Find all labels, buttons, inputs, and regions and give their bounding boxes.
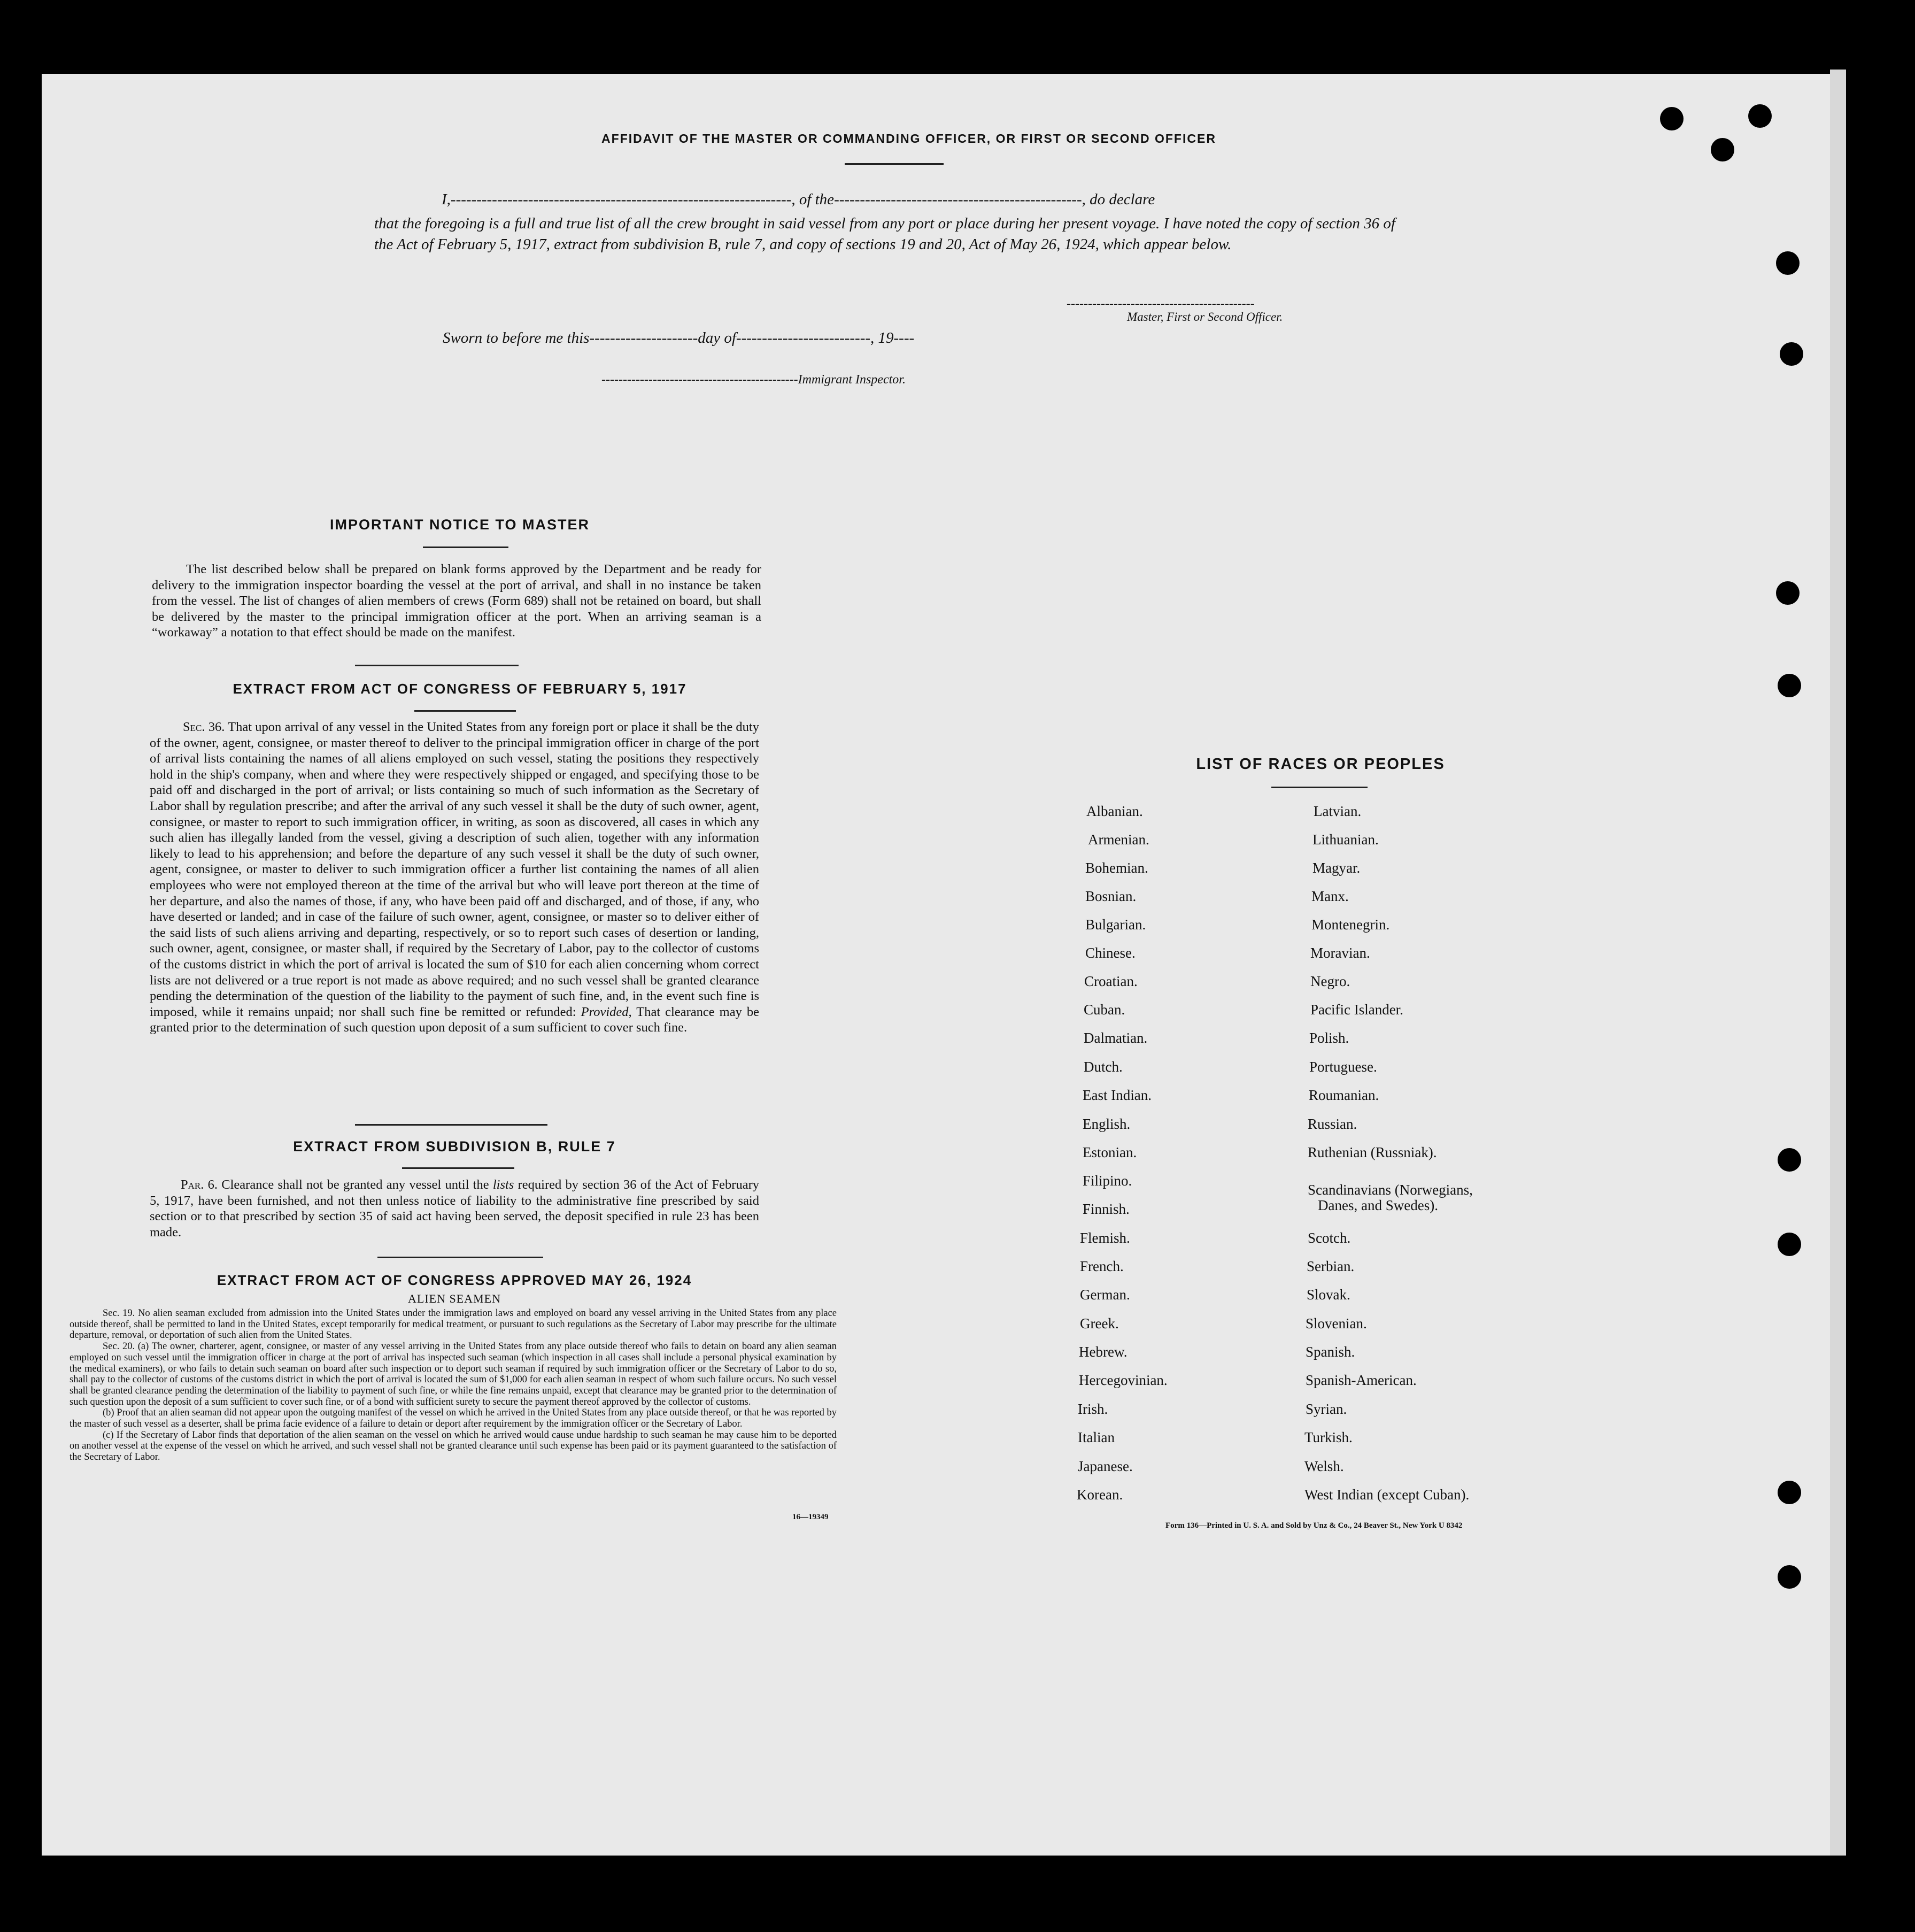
race-item: Korean. <box>1077 1487 1123 1503</box>
race-item: Japanese. <box>1078 1458 1133 1474</box>
section-36-text: That upon arrival of any vessel in the United States from any foreign port or place it shall be the duty of the owner, agent, consignee, or master thereof to deliver to the principal immigration officer in charge of the port of arrival lists containing the names of all aliens employed on such vessel, stating the positions they respectively hold in the ship's company, when and where they were respectively shipped or engaged, and specifying those to be paid off and discharged in the port of arrival; or lists containing so much of such information as the Secretary of Labor shall by regulation prescribe; and after the arrival of any such vessel it shall be the duty of such owner, agent, consignee, or master to report to such immigration officer, in writing, as soon as discovered, all cases in which any such alien has illegally landed from the vessel, giving a description of such alien, together with any information likely to lead to his apprehension; and before the departure of any such vessel it shall be the duty of such owner, agent, consignee, or master to deliver to such immigration officer a further list containing the names of all alien employees who were not employed thereon at the time of the arrival but who will leave port thereon at the time of her departure, and also the names of those, if any, who have been paid off and discharged, and of those, if any, who have deserted or landed; and in case of the failure of such owner, agent, consignee, or master so to deliver either of the said lists of such aliens arriving and departing, respectively, or so to report such cases of desertion or landing, such owner, agent, consignee, or master shall, if required by the Secretary of Labor, pay to the collector of customs of the customs district in which the port of arrival is located the sum of $10 for each alien concerning whom correct lists are not delivered or a true report is not made as above required; and no such vessel shall be granted clearance pending the determination of the question of the liability to the payment of such fine, and, in the event such fine is imposed, while it remains unpaid; nor shall such fine be remitted or refunded: <box>150 720 759 1019</box>
form-number: 16—19349 <box>792 1513 829 1521</box>
race-item: German. <box>1080 1287 1130 1303</box>
notice-title: IMPORTANT NOTICE TO MASTER <box>330 517 590 533</box>
extract-1917-title: EXTRACT FROM ACT OF CONGRESS OF FEBRUARY 5, 1917 <box>233 681 687 697</box>
section-19: Sec. 19. No alien seaman excluded from admission into the United States under the immigration laws and employed on board any vessel arriving in the United States from any place outside thereof, shall be permitted to land in the United States, except temporarily for medical treatment, or pursuant to such regulations as the Secretary of Labor may prescribe for the ultimate departure, removal, or deportation of such alien from the United States. <box>70 1308 837 1341</box>
sworn-text: Sworn to before me this <box>443 329 590 347</box>
race-item: Chinese. <box>1085 945 1136 961</box>
punch-hole <box>1660 107 1684 130</box>
rule7-title: EXTRACT FROM SUBDIVISION B, RULE 7 <box>293 1138 616 1154</box>
race-item: Scandinavians (Norwegians, <box>1308 1182 1473 1198</box>
day-blank: --------------------- <box>589 329 698 347</box>
race-item: Russian. <box>1308 1116 1357 1132</box>
race-item: Bosnian. <box>1085 888 1137 904</box>
section-36-end: That clearance may be granted prior to the determination of such question upon deposit of a sum sufficient to cover such fine. <box>150 1004 759 1035</box>
par-6-label: Par. 6. <box>181 1177 218 1192</box>
punch-hole <box>1780 342 1803 366</box>
race-item: Danes, and Swedes). <box>1318 1197 1438 1213</box>
affidavit-title: AFFIDAVIT OF THE MASTER OR COMMANDING OFFICER, OR FIRST OR SECOND OFFICER <box>601 132 1216 145</box>
section-20c: (c) If the Secretary of Labor finds that deportation of the alien seaman on the vessel on which he arrived would cause undue hardship to such seaman he may cause him to be deported on another vessel at the expense of the vessel on which he arrived, and such vessel shall not be granted clearance until such expense has been paid or its payment guaranteed to the satisfaction of the Secretary of Labor. <box>70 1429 837 1463</box>
race-item: Spanish. <box>1306 1344 1355 1360</box>
sworn-dayof: day of <box>698 329 736 347</box>
affidavit-declaration-line <box>442 191 1399 209</box>
affidavit-i: I, <box>442 191 451 208</box>
race-item: Estonian. <box>1083 1144 1137 1160</box>
race-item: Montenegrin. <box>1311 917 1390 933</box>
year-blank: ---- <box>893 329 915 347</box>
rule7-divider <box>377 1257 543 1258</box>
race-item: Portuguese. <box>1309 1059 1377 1075</box>
sworn-year: , 19 <box>870 329 894 347</box>
extract-1917-rule <box>414 710 516 712</box>
race-item: Italian <box>1078 1429 1115 1445</box>
punch-hole <box>1778 674 1801 697</box>
race-item: Hercegovinian. <box>1079 1372 1168 1388</box>
race-item: West Indian (except Cuban). <box>1304 1487 1470 1503</box>
punch-hole <box>1748 104 1772 128</box>
race-item: Turkish. <box>1304 1429 1353 1445</box>
affidavit-declare: , do declare <box>1082 191 1155 208</box>
notice-divider <box>355 665 519 666</box>
rule7-body <box>150 1177 759 1240</box>
section-36-label: Sec. 36. <box>183 720 225 734</box>
vessel-blank: ------------------------------------------------ <box>834 191 1082 208</box>
punch-hole <box>1778 1148 1801 1172</box>
race-item: Negro. <box>1310 973 1350 989</box>
affidavit-body: that the foregoing is a full and true list of all the crew brought in said vessel from any port or place during her present voyage. I have noted the copy of section 36 of the Act of February 5, 1917, extract from subdivision B, rule 7, and copy of sections 19 and 20, Act of May 26, 1924, which appear below. <box>374 215 1395 253</box>
race-item: Finnish. <box>1083 1201 1130 1217</box>
race-item: Armenian. <box>1088 832 1149 848</box>
inspector-line <box>601 373 906 387</box>
lists-word: lists <box>492 1177 514 1192</box>
race-item: Hebrew. <box>1079 1344 1128 1360</box>
punch-hole <box>1776 581 1800 605</box>
race-item: Cuban. <box>1084 1002 1125 1018</box>
section-36-body <box>150 719 759 1036</box>
provided-word: Provided, <box>581 1004 632 1019</box>
rule7-text-a: Clearance shall not be granted any vessel until the <box>221 1177 489 1192</box>
race-item: Slovak. <box>1307 1287 1350 1303</box>
race-item: Pacific Islander. <box>1310 1002 1403 1018</box>
race-item: Roumanian. <box>1309 1087 1379 1103</box>
race-item: Irish. <box>1078 1401 1108 1417</box>
signature-blank: -------------------------------------------- <box>1067 297 1255 311</box>
name-blank: ------------------------------------------------------------------ <box>450 191 792 208</box>
month-blank: -------------------------- <box>736 329 871 347</box>
race-item: Moravian. <box>1310 945 1370 961</box>
affidavit-ofthe: , of the <box>791 191 835 208</box>
race-item: English. <box>1083 1116 1131 1132</box>
race-item: Flemish. <box>1080 1230 1130 1246</box>
race-item: Albanian. <box>1086 803 1143 819</box>
rule7-text-b: required by section 36 of the Act of February 5, 1917, have been furnished, and not then unless notice of liability to the administrative fine prescribed by said section or to that prescribed by section 35 of said act having been served, the deposit specified in rule 23 has been made. <box>150 1177 759 1240</box>
race-item: Filipino. <box>1083 1173 1132 1189</box>
race-item: Lithuanian. <box>1312 832 1379 848</box>
extract-1917-divider <box>355 1124 547 1126</box>
race-item: Magyar. <box>1312 860 1361 876</box>
section-20a: Sec. 20. (a) The owner, charterer, agent, consignee, or master of any vessel arriving in the United States from any place outside thereof who fails to detain on board any alien seaman employed on such vessel until the immigration officer in charge at the port of arrival has inspected such seaman (which inspection in all cases shall include a personal physical examination by the medical examiners), or who fails to detain such seaman on board after such inspection or to deport such seaman if required by such immigration officer or the Secretary of Labor to do so, shall pay to the collector of customs of the customs district in which the port of arrival is located the sum of $1,000 for each alien seaman in respect of whom such failure occurs. No such vessel shall be granted clearance pending the determination of the liability to payment of such fine, or while the fine remains unpaid, except that clearance may be granted prior to the determination of such question upon the deposit of a sum sufficient to cover such fine, or of a bond with sufficient surety to secure the payment thereof approved by the collector of customs. <box>70 1341 837 1407</box>
punch-hole <box>1778 1233 1801 1256</box>
punch-hole <box>1776 251 1800 275</box>
printer-footer: Form 136—Printed in U. S. A. and Sold by Unz & Co., 24 Beaver St., New York U 8342 <box>1165 1521 1463 1530</box>
signature-label: Master, First or Second Officer. <box>1127 310 1283 324</box>
act-1924-text <box>70 1308 837 1463</box>
rule7-rule <box>402 1167 514 1169</box>
race-item: Slovenian. <box>1306 1315 1367 1331</box>
section-20b: (b) Proof that an alien seaman did not appear upon the outgoing manifest of the vessel on which he arrived in the United States from any place outside thereof, or that he was reported by the master of such vessel as a deserter, shall be prima facie evidence of a failure to detain or deport after requirement by the immigration officer or the Secretary of Labor. <box>70 1407 837 1430</box>
races-title: LIST OF RACES OR PEOPLES <box>1196 756 1445 773</box>
race-item: Latvian. <box>1314 803 1362 819</box>
race-item: Bohemian. <box>1085 860 1148 876</box>
race-item: East Indian. <box>1083 1087 1152 1103</box>
race-item: Polish. <box>1309 1030 1349 1046</box>
race-item: Spanish-American. <box>1306 1372 1417 1388</box>
races-rule <box>1271 787 1368 788</box>
page-edge <box>1830 70 1846 1856</box>
title-rule <box>845 163 944 165</box>
act-1924-title: EXTRACT FROM ACT OF CONGRESS APPROVED MAY 26, 1924 <box>217 1272 692 1288</box>
race-item: French. <box>1080 1258 1124 1274</box>
race-item: Ruthenian (Russniak). <box>1308 1144 1437 1160</box>
sworn-line <box>443 329 914 347</box>
punch-hole <box>1778 1565 1801 1589</box>
notice-body: The list described below shall be prepared on blank forms approved by the Department and be ready for delivery to the immigration inspector boarding the vessel at the port of arrival, and shall in no instance be taken from the vessel. The list of changes of alien members of crews (Form 689) shall not be retained on board, but shall be delivered by the master to the principal immigration officer at the port. When an arriving seaman is a “workaway” a notation to that effect should be made on the manifest. <box>152 562 761 640</box>
race-item: Manx. <box>1311 888 1349 904</box>
punch-hole <box>1711 138 1734 161</box>
inspector-blank: ---------------------------------------------- <box>601 373 798 387</box>
notice-rule <box>423 546 508 548</box>
race-item: Welsh. <box>1304 1458 1344 1474</box>
race-item: Serbian. <box>1307 1258 1355 1274</box>
race-item: Greek. <box>1080 1315 1119 1331</box>
race-item: Bulgarian. <box>1085 917 1146 933</box>
race-item: Dutch. <box>1084 1059 1123 1075</box>
race-item: Scotch. <box>1308 1230 1351 1246</box>
punch-hole <box>1778 1481 1801 1504</box>
race-item: Syrian. <box>1306 1401 1347 1417</box>
inspector-label: Immigrant Inspector. <box>798 373 906 387</box>
alien-seamen-subtitle: ALIEN SEAMEN <box>408 1292 501 1305</box>
race-item: Croatian. <box>1084 973 1138 989</box>
race-item: Dalmatian. <box>1084 1030 1148 1046</box>
